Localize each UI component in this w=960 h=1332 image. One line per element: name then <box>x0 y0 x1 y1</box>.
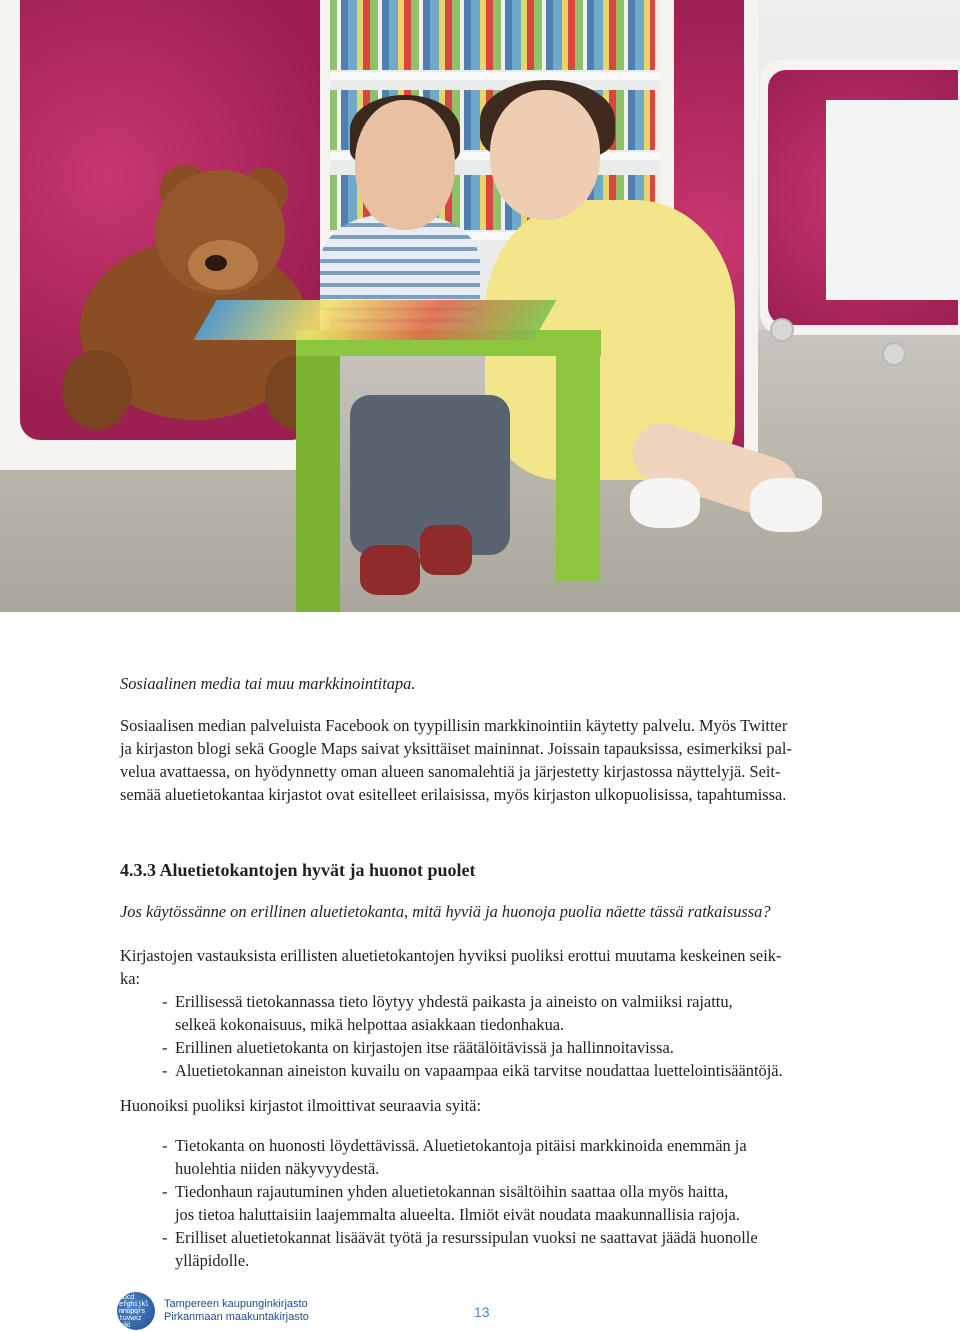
teddy-bear-nose <box>205 255 227 271</box>
list-item-line: selkeä kokonaisuus, mikä helpottaa asiakkaan tiedonhakua. <box>175 1015 565 1034</box>
logo-letters: abcd efghijkl mnopqrs tuvwxz yäö <box>119 1293 149 1329</box>
paragraph-line: velua avattaessa, on hyödynnetty oman alueen sanomalehtiä ja järjestetty kirjastossa näyttelyjä. Seit- <box>120 762 781 781</box>
list-item-line: Aluetietokannan aineiston kuvailu on vapaampaa eikä tarvitse noudattaa luettelointisääntöjä. <box>175 1061 783 1080</box>
paragraph-line: Sosiaalisen median palveluista Facebook on tyypillisin markkinointiin käytetty palvelu. Myös Twitter <box>120 716 788 735</box>
list-item-line: Tiedonhaun rajautuminen yhden aluetietokannan sisältöihin saattaa olla myös haitta, <box>175 1182 729 1201</box>
boy-head <box>355 100 455 230</box>
list-item <box>162 990 860 1036</box>
picture-book <box>193 300 556 340</box>
far-chair-shelf <box>826 100 960 300</box>
intro-paragraph <box>120 714 860 806</box>
chair-wheel <box>770 318 794 342</box>
list-item-line: Tietokanta on huonosti löydettävissä. Aluetietokantoja pitäisi markkinoida enemmän ja <box>175 1136 747 1155</box>
girl-shoe <box>630 478 700 528</box>
list-item <box>162 1036 860 1059</box>
list-item-line: Erillinen aluetietokanta on kirjastojen itse räätälöitävissä ja hallinnoitavissa. <box>175 1038 674 1057</box>
list-item-line: ylläpidolle. <box>175 1251 250 1270</box>
library-logo <box>117 1292 155 1330</box>
list-item-line: Erilliset aluetietokannat lisäävät työtä ja resurssipulan vuoksi ne saattavat jäädä huonolle <box>175 1228 758 1247</box>
girl-head <box>490 90 600 220</box>
boy-shoe <box>420 525 472 575</box>
list-item <box>162 1226 860 1272</box>
list-item-line: Erillisessä tietokannassa tieto löytyy yhdestä paikasta ja aineisto on valmiiksi rajattu, <box>175 992 733 1011</box>
page-number: 13 <box>474 1304 490 1320</box>
list-item-line: jos tietoa haluttaisiin laajemmalta alueelta. Ilmiöt eivät noudata maakunnallisia rajoja. <box>175 1205 740 1224</box>
org-line: Tampereen kaupunginkirjasto <box>164 1298 308 1310</box>
table-leg <box>556 352 600 582</box>
cons-list <box>120 1134 860 1272</box>
teddy-bear-foot <box>62 350 132 430</box>
footer-organization <box>164 1298 309 1324</box>
intro-heading: Sosiaalinen media tai muu markkinointitapa. <box>120 674 416 693</box>
section-heading: 4.3.3 Aluetietokantojen hyvät ja huonot puolet <box>120 860 476 880</box>
boy-shoe <box>360 545 420 595</box>
list-item-line: huolehtia niiden näkyvyydestä. <box>175 1159 380 1178</box>
cons-intro: Huonoiksi puoliksi kirjastot ilmoittivat seuraavia syitä: <box>120 1096 482 1115</box>
girl-shoe <box>750 478 822 532</box>
table-leg <box>296 352 340 612</box>
list-item <box>162 1134 860 1180</box>
chair-wheel <box>882 342 906 366</box>
section-question: Jos käytössänne on erillinen aluetietokanta, mitä hyviä ja huonoja puolia näette tässä ratkaisussa? <box>120 902 771 921</box>
list-item <box>162 1059 860 1082</box>
cover-photo <box>0 0 960 612</box>
org-line: Pirkanmaan maakuntakirjasto <box>164 1311 309 1323</box>
paragraph-line: ka: <box>120 969 141 988</box>
cons-section <box>120 1134 860 1272</box>
paragraph-line: semää aluetietokantaa kirjastot ovat esitelleet erilaisissa, myös kirjaston ulkopuolisissa, tapahtumissa. <box>120 785 787 804</box>
pros-list <box>120 990 860 1082</box>
paragraph-line: Kirjastojen vastauksista erillisten aluetietokantojen hyviksi puoliksi erottui muutama keskeinen seik- <box>120 946 782 965</box>
list-item <box>162 1180 860 1226</box>
paragraph-line: ja kirjaston blogi sekä Google Maps saivat yksittäiset maininnat. Joissain tapauksissa, esimerkiksi pal- <box>120 739 792 758</box>
pros-section <box>120 944 860 1082</box>
